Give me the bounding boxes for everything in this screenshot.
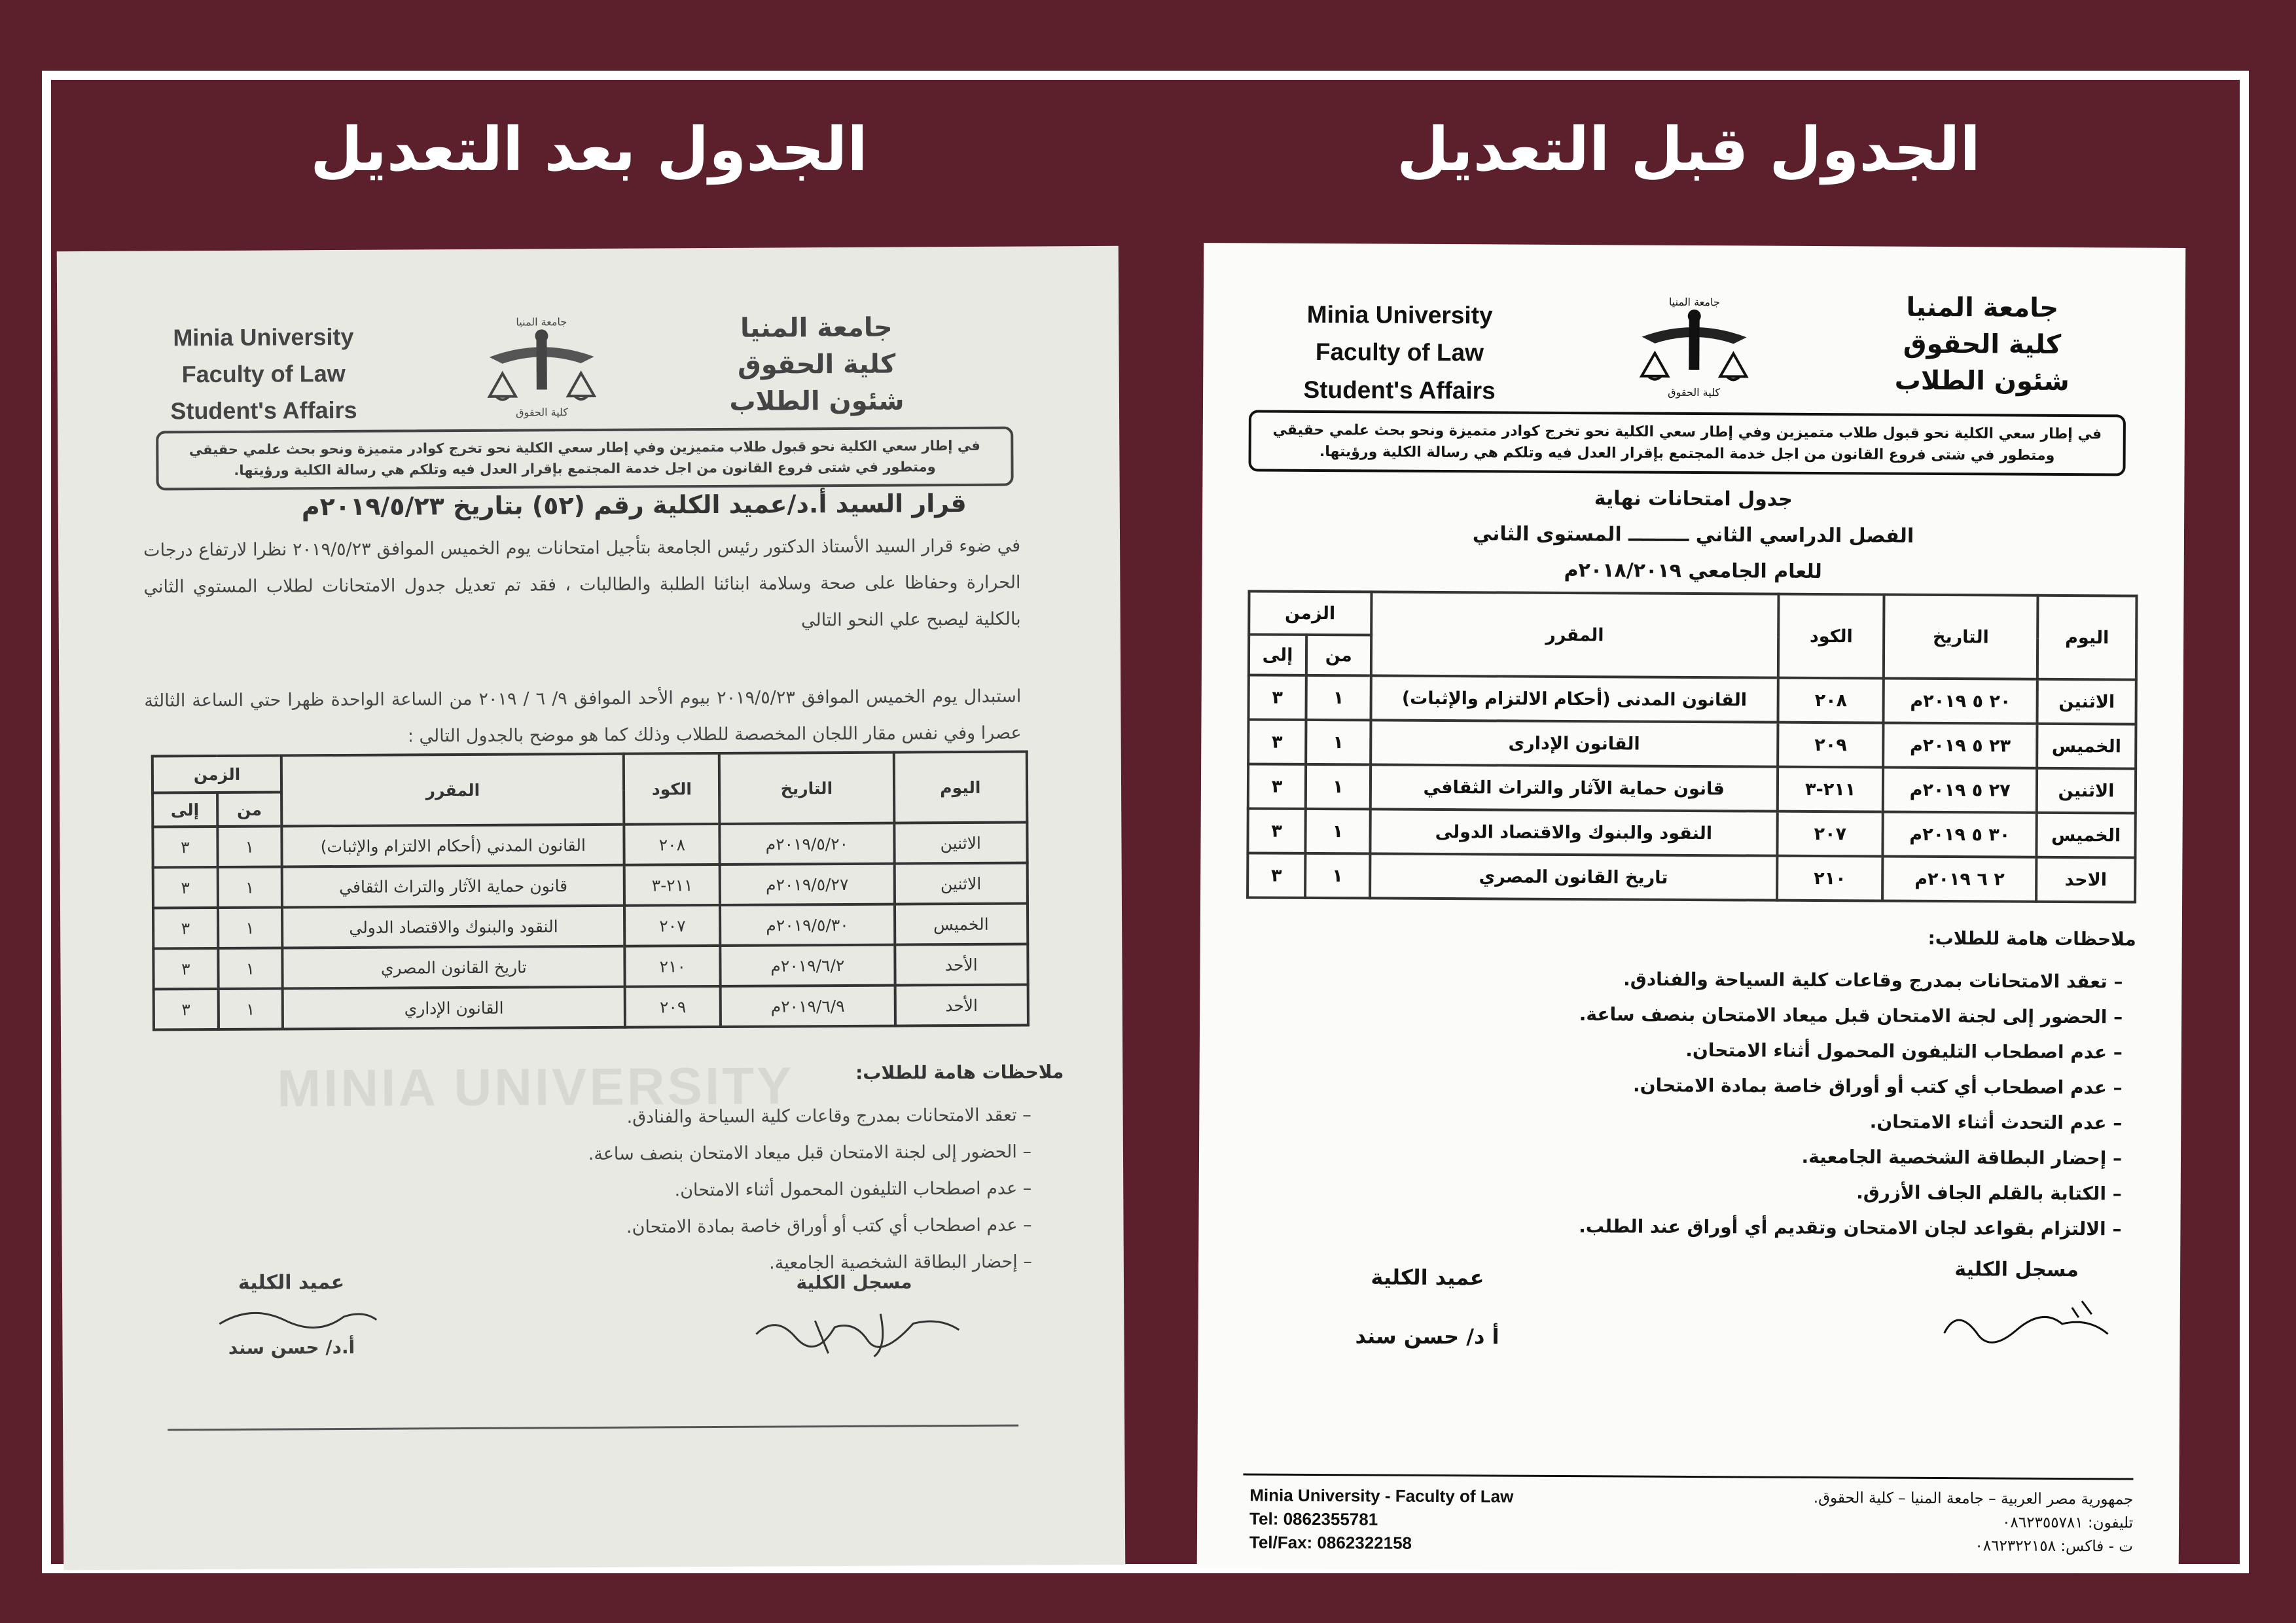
letterhead-ar-university: جامعة المنيا bbox=[740, 312, 893, 344]
cell-course: القانون المدني (أحكام الالتزام والإثبات) bbox=[282, 825, 625, 867]
letterhead-ar-faculty: كلية الحقوق bbox=[1903, 329, 2062, 360]
cell-date: ٢٠١٩/٦/٩م bbox=[721, 986, 895, 1027]
cell-code: ٢٠٩ bbox=[625, 986, 721, 1027]
cell-to: ٣ bbox=[1248, 719, 1306, 764]
letterhead-en-university: Minia University bbox=[173, 323, 354, 351]
dash-bullet-icon: – bbox=[2106, 1183, 2122, 1205]
note-text: الكتابة بالقلم الجاف الأزرق. bbox=[1856, 1181, 2107, 1205]
cell-code: ٢١١-٣ bbox=[1778, 767, 1884, 812]
cell-code: ٢١٠ bbox=[1777, 856, 1883, 901]
cell-day: الاثنين bbox=[2037, 679, 2136, 724]
cell-to: ٣ bbox=[1247, 808, 1305, 853]
note-text: عدم اصطحاب التليفون المحمول أثناء الامتحان. bbox=[674, 1178, 1018, 1201]
cell-to: ٣ bbox=[153, 908, 218, 949]
footer-arabic bbox=[1813, 1486, 2133, 1559]
footer-rule-after bbox=[168, 1425, 1018, 1431]
footer-en-line-2: Tel: 0862355781 bbox=[1249, 1508, 1378, 1529]
note-text: عدم اصطحاب التليفون المحمول أثناء الامتحان. bbox=[1685, 1039, 2108, 1063]
table-row bbox=[153, 904, 1028, 949]
cell-from: ١ bbox=[1305, 853, 1370, 899]
note-item bbox=[1579, 1032, 2123, 1070]
schedule-title-2: الفصل الدراسي الثاني ـــــــــ المستوى الثاني bbox=[1472, 522, 1914, 548]
dean-name-before: أ د/ حسن سند bbox=[1355, 1323, 1499, 1349]
exam-table-before bbox=[1246, 590, 2138, 903]
cell-date: ٢٠١٩/٥/٢٠م bbox=[720, 823, 895, 865]
note-text: إحضار البطاقة الشخصية الجامعية. bbox=[769, 1251, 1018, 1274]
table-row bbox=[154, 985, 1028, 1030]
letterhead-arabic-before bbox=[1877, 289, 2087, 400]
letterhead-ar-university: جامعة المنيا bbox=[1906, 292, 2059, 323]
note-text: عدم التحدث أثناء الامتحان. bbox=[1869, 1111, 2107, 1134]
cell-from: ١ bbox=[1305, 809, 1370, 854]
cell-course: تاريخ القانون المصري bbox=[282, 946, 625, 989]
cell-day: الاحد bbox=[2036, 857, 2135, 902]
note-item bbox=[588, 1133, 1032, 1173]
letterhead-english-before bbox=[1275, 296, 1524, 410]
cell-day: الاثنين bbox=[894, 863, 1028, 904]
letterhead-ar-faculty: كلية الحقوق bbox=[737, 349, 896, 380]
cell-from: ١ bbox=[218, 988, 283, 1029]
table-row bbox=[153, 944, 1028, 990]
note-text: الحضور إلى لجنة الامتحان قبل ميعاد الامتحان بنصف ساعة. bbox=[588, 1141, 1017, 1165]
footer-en-line-3: Tel/Fax: 0862322158 bbox=[1249, 1532, 1412, 1553]
letterhead-arabic bbox=[711, 309, 922, 420]
dash-bullet-icon: – bbox=[1017, 1215, 1032, 1236]
dash-bullet-icon: – bbox=[2107, 1006, 2123, 1028]
dash-bullet-icon: – bbox=[2106, 1147, 2123, 1169]
note-text: إحضار البطاقة الشخصية الجامعية. bbox=[1801, 1145, 2107, 1169]
table-row bbox=[153, 863, 1028, 908]
footer-rule-before bbox=[1243, 1473, 2133, 1480]
cell-from: ١ bbox=[217, 866, 282, 908]
cell-date: ٢٠١٩/٥/٣٠م bbox=[720, 904, 895, 946]
col-header-course: المقرر bbox=[281, 754, 624, 827]
col-header-date: التاريخ bbox=[719, 753, 894, 824]
note-item bbox=[1579, 1067, 2123, 1105]
cell-course: النقود والبنوك والاقتصاد الدولي bbox=[282, 906, 625, 948]
cell-from: ١ bbox=[218, 907, 283, 948]
registrar-signature-after bbox=[749, 1300, 965, 1361]
cell-code: ٢٠٧ bbox=[1777, 812, 1883, 857]
cell-course: النقود والبنوك والاقتصاد الدولى bbox=[1370, 809, 1778, 855]
banner-line-2: ومتطور في شتى فروع القانون من اجل خدمة المجتمع بإقرار العدل فيه وتلكم هي رسالة الكلية ورؤيتها. bbox=[234, 458, 936, 478]
cell-day: الاثنين bbox=[2037, 768, 2136, 813]
cell-to: ٣ bbox=[152, 827, 217, 868]
cell-date: ٢٧ ٥ ٢٠١٩م bbox=[1883, 768, 2037, 813]
notes-title-after: ملاحظات هامة للطلاب: bbox=[855, 1061, 1064, 1084]
cell-course: القانون المدنى (أحكام الالتزام والإثبات) bbox=[1371, 675, 1778, 722]
registrar-signature-before bbox=[1931, 1294, 2121, 1361]
dean-title-after: عميد الكلية bbox=[238, 1270, 345, 1294]
decision-title: قرار السيد أ.د/عميد الكلية رقم (٥٢) بتاريخ ٢٠١٩/٥/٢٣م bbox=[301, 488, 967, 522]
note-text: الالتزام بقواعد لجان الامتحان وتقديم أي أوراق عند الطلب. bbox=[1579, 1215, 2106, 1240]
dash-bullet-icon: – bbox=[2106, 1218, 2122, 1240]
cell-date: ٣٠ ٥ ٢٠١٩م bbox=[1883, 812, 2037, 857]
note-item bbox=[1578, 1209, 2122, 1247]
letterhead-en-faculty: Faculty of Law bbox=[181, 359, 346, 388]
letterhead-en-affairs: Student's Affairs bbox=[170, 396, 357, 424]
cell-date: ٢ ٦ ٢٠١٩م bbox=[1882, 857, 2036, 902]
note-text: تعقد الامتحانات بمدرج وقاعات كلية السياحة والفنادق. bbox=[1623, 968, 2108, 993]
faculty-logo-before bbox=[1628, 291, 1760, 402]
document-after bbox=[57, 246, 1126, 1570]
cell-day: الأحد bbox=[895, 944, 1028, 986]
svg-text:جامعة المنيا: جامعة المنيا bbox=[516, 315, 567, 329]
notes-title-before: ملاحظات هامة للطلاب: bbox=[1928, 927, 2136, 950]
exam-table-after bbox=[151, 751, 1030, 1031]
col-header-day: اليوم bbox=[2037, 596, 2137, 680]
cell-from: ١ bbox=[1306, 675, 1371, 721]
col-header-to: إلى bbox=[152, 793, 217, 827]
cell-code: ٢١٠ bbox=[625, 946, 721, 987]
cell-day: الخميس bbox=[2037, 813, 2136, 858]
col-header-time: الزمن bbox=[152, 755, 281, 793]
footer-ar-line-2: تليفون: ٠٨٦٢٣٥٥٧٨١ bbox=[2002, 1514, 2134, 1532]
dash-bullet-icon: – bbox=[1016, 1141, 1032, 1162]
dash-bullet-icon: – bbox=[1017, 1178, 1032, 1199]
footer-ar-line-3: ت - فاكس: ٠٨٦٢٣٢٢١٥٨ bbox=[1975, 1537, 2133, 1556]
dean-title-before: عميد الكلية bbox=[1371, 1264, 1484, 1291]
cell-day: الاثنين bbox=[894, 823, 1028, 864]
col-header-code: الكود bbox=[624, 753, 719, 825]
watermark: MINIA UNIVERSITY bbox=[277, 1056, 795, 1118]
col-header-to: إلى bbox=[1249, 634, 1306, 675]
cell-day: الخميس bbox=[2037, 724, 2136, 769]
svg-text:كلية الحقوق: كلية الحقوق bbox=[1668, 385, 1721, 399]
table-row bbox=[1248, 719, 2136, 768]
scales-eagle-icon bbox=[1628, 291, 1760, 402]
dean-name-after: أ.د/ حسن سند bbox=[228, 1336, 355, 1359]
dash-bullet-icon: – bbox=[2107, 971, 2123, 993]
note-text: عدم اصطحاب أي كتب أو أوراق خاصة بمادة الامتحان. bbox=[1632, 1074, 2107, 1099]
cell-from: ١ bbox=[1306, 764, 1371, 810]
registrar-title-after: مسجل الكلية bbox=[796, 1271, 912, 1294]
note-item bbox=[1579, 961, 2123, 999]
heading-after: الجدول بعد التعديل bbox=[310, 115, 868, 185]
notes-list-after bbox=[588, 1097, 1032, 1283]
note-text: عدم اصطحاب أي كتب أو أوراق خاصة بمادة الامتحان. bbox=[626, 1215, 1018, 1238]
cell-to: ٣ bbox=[154, 989, 219, 1030]
col-header-date: التاريخ bbox=[1884, 595, 2037, 679]
cell-code: ٢٠٨ bbox=[1778, 678, 1884, 723]
letterhead-ar-affairs: شئون الطلاب bbox=[729, 385, 905, 417]
col-header-day: اليوم bbox=[893, 752, 1027, 823]
col-header-time: الزمن bbox=[1249, 591, 1371, 635]
svg-text:جامعة المنيا: جامعة المنيا bbox=[1668, 295, 1720, 309]
faculty-logo bbox=[476, 311, 607, 423]
cell-date: ٢٠ ٥ ٢٠١٩م bbox=[1884, 679, 2037, 724]
banner-line-1: في إطار سعي الكلية نحو قبول طلاب متميزين وفي إطار سعي الكلية نحو تخرج كوادر متميزة ونحو بحث علمي حقيقي bbox=[1272, 421, 2102, 443]
mission-banner-before bbox=[1248, 410, 2125, 476]
cell-to: ٣ bbox=[1248, 764, 1306, 808]
note-item bbox=[588, 1170, 1032, 1209]
dash-bullet-icon: – bbox=[1016, 1105, 1031, 1126]
cell-to: ٣ bbox=[1247, 853, 1305, 897]
cell-from: ١ bbox=[217, 826, 282, 867]
cell-code: ٢٠٧ bbox=[624, 905, 720, 946]
cell-course: القانون الإدارى bbox=[1371, 720, 1778, 766]
cell-to: ٣ bbox=[153, 948, 218, 990]
letterhead-en-faculty: Faculty of Law bbox=[1315, 338, 1484, 366]
letterhead-en-affairs: Student's Affairs bbox=[1303, 376, 1496, 404]
schedule-title-3: للعام الجامعي ٢٠١٨/٢٠١٩م bbox=[1564, 558, 1822, 584]
cell-code: ٢٠٩ bbox=[1778, 722, 1884, 768]
table-row bbox=[1247, 808, 2135, 857]
cell-date: ٢٠١٩/٥/٢٧م bbox=[720, 864, 895, 905]
footer-english bbox=[1249, 1483, 1514, 1555]
letterhead-english bbox=[155, 319, 372, 429]
registrar-title-before: مسجل الكلية bbox=[1954, 1258, 2079, 1282]
col-header-from: من bbox=[1306, 635, 1371, 676]
cell-course: القانون الإداري bbox=[283, 987, 626, 1029]
table-row bbox=[152, 823, 1027, 868]
col-header-code: الكود bbox=[1778, 594, 1884, 679]
dash-bullet-icon: – bbox=[1017, 1251, 1032, 1272]
svg-text:كلية الحقوق: كلية الحقوق bbox=[516, 406, 568, 419]
cell-code: ٢١١-٣ bbox=[624, 865, 720, 906]
decision-paragraph-2: استبدال يوم الخميس الموافق ٢٠١٩/٥/٢٣ بيوم الأحد الموافق ٩/ ٦ / ٢٠١٩ من الساعة الواحدة ظهرا حتي الساعة الثالثة عصرا وفي نفس مقار اللجان المخصصة للطلاب وذلك كما هو موضح بالجدول التالي : bbox=[144, 686, 1022, 747]
note-text: تعقد الامتحانات بمدرج وقاعات كلية السياحة والفنادق. bbox=[626, 1105, 1017, 1128]
note-item bbox=[1578, 1173, 2122, 1211]
heading-before: الجدول قبل التعديل bbox=[1397, 115, 1981, 185]
note-item bbox=[1579, 997, 2123, 1035]
dean-signature-after bbox=[213, 1297, 383, 1337]
cell-from: ١ bbox=[1306, 720, 1371, 765]
cell-from: ١ bbox=[218, 948, 283, 989]
banner-line-1: في إطار سعي الكلية نحو قبول طلاب متميزين وفي إطار سعي الكلية نحو تخرج كوادر متميزة ونحو بحث علمي حقيقي bbox=[188, 437, 980, 458]
letterhead-ar-affairs: شئون الطلاب bbox=[1894, 365, 2070, 397]
cell-code: ٢٠٨ bbox=[624, 824, 720, 865]
cell-day: الأحد bbox=[895, 985, 1028, 1026]
mission-banner bbox=[156, 427, 1013, 491]
scales-eagle-icon bbox=[476, 311, 607, 423]
note-item bbox=[588, 1207, 1032, 1246]
dash-bullet-icon: – bbox=[2106, 1112, 2123, 1134]
document-before bbox=[1197, 243, 2186, 1573]
decision-paragraph-1: في ضوء قرار السيد الأستاذ الدكتور رئيس الجامعة بتأجيل امتحانات يوم الخميس الموافق ٢٠١٩/٥/٢٣ نظرا لارتفاع درجات الحرارة وحفاظا على صحة وسلامة ابنائنا الطلبة والطالبات ، فقد تم تعديل جدول الامتحانات لطلاب المستوي الثاني بالكلية ليصبح علي النحو التالي bbox=[143, 535, 1021, 631]
footer-en-line-1: Minia University - Faculty of Law bbox=[1249, 1485, 1514, 1507]
notes-list-before bbox=[1578, 961, 2123, 1247]
cell-course: قانون حماية الآثار والتراث الثقافي bbox=[282, 865, 625, 908]
schedule-title-1: جدول امتحانات نهاية bbox=[1594, 487, 1793, 511]
col-header-course: المقرر bbox=[1371, 592, 1778, 677]
table-row bbox=[1248, 764, 2136, 813]
letterhead-en-university: Minia University bbox=[1306, 300, 1493, 329]
cell-date: ٢٠١٩/٦/٢م bbox=[721, 945, 895, 986]
note-item bbox=[1579, 1138, 2123, 1176]
cell-to: ٣ bbox=[153, 867, 218, 908]
cell-date: ٢٣ ٥ ٢٠١٩م bbox=[1884, 723, 2037, 768]
col-header-from: من bbox=[217, 792, 282, 827]
footer-ar-line-1: جمهورية مصر العربية – جامعة المنيا – كلية الحقوق. bbox=[1813, 1489, 2134, 1508]
table-row bbox=[1247, 853, 2135, 902]
cell-to: ٣ bbox=[1248, 675, 1306, 719]
note-item bbox=[1579, 1103, 2123, 1141]
table-row bbox=[1248, 675, 2136, 724]
cell-day: الخميس bbox=[895, 904, 1028, 945]
banner-line-2: ومتطور في شتى فروع القانون من اجل خدمة المجتمع بإقرار العدل فيه وتلكم هي رسالة الكلية ورؤيتها. bbox=[1319, 444, 2055, 464]
cell-course: قانون حماية الآثار والتراث الثقافي bbox=[1370, 764, 1778, 811]
note-text: الحضور إلى لجنة الامتحان قبل ميعاد الامتحان بنصف ساعة. bbox=[1579, 1003, 2108, 1028]
dash-bullet-icon: – bbox=[2107, 1041, 2123, 1063]
cell-course: تاريخ القانون المصري bbox=[1370, 853, 1778, 900]
dash-bullet-icon: – bbox=[2106, 1077, 2123, 1099]
